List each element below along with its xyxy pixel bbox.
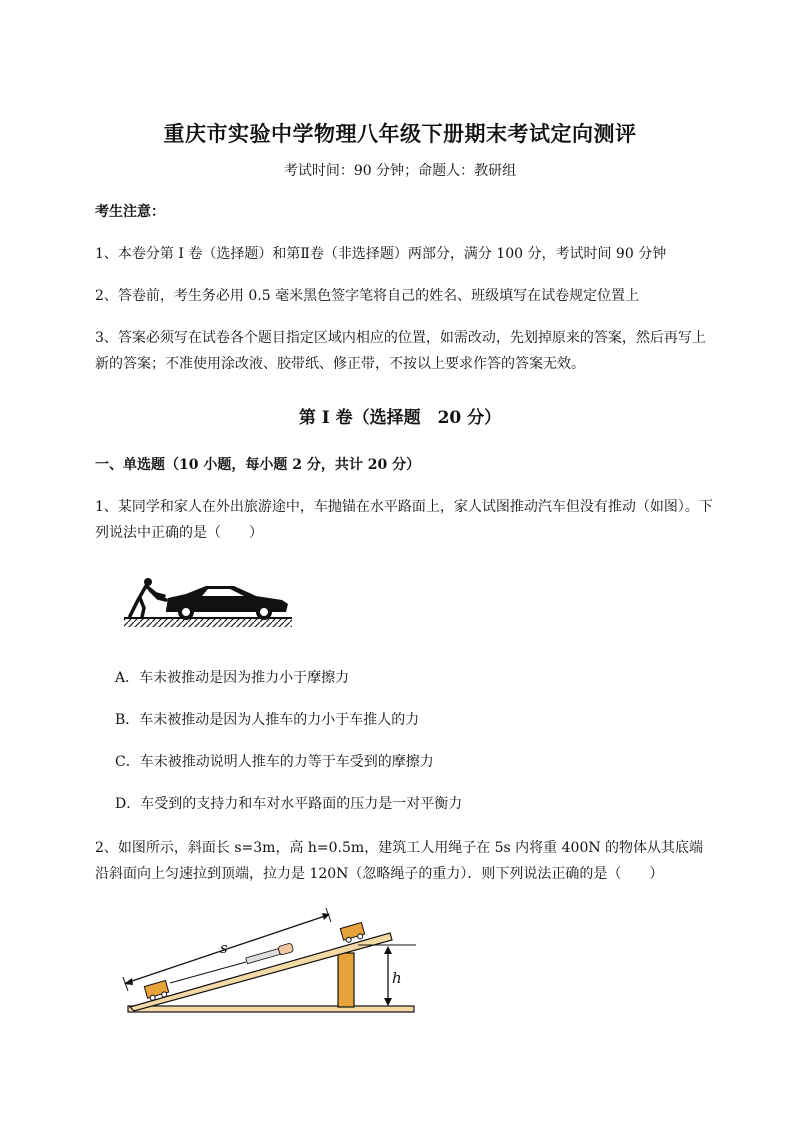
part-heading: 一、单选题（10 小题，每小题 2 分，共计 20 分） bbox=[95, 457, 421, 473]
notice-heading: 考生注意： bbox=[95, 204, 165, 220]
label-s: s bbox=[220, 939, 228, 957]
notice-item-2: 2、答卷前，考生务必用 0.5 毫米黑色签字笔将自己的姓名、班级填写在试卷规定位置上 bbox=[95, 288, 640, 304]
incline-figure bbox=[120, 905, 420, 1017]
exam-title: 重庆市实验中学物理八年级下册期末考试定向测评 bbox=[163, 121, 637, 146]
push-car-figure bbox=[122, 574, 294, 630]
label-h: h bbox=[392, 969, 402, 987]
question-2-stem: 2、如图所示，斜面长 s=3m，高 h=0.5m，建筑工人用绳子在 5s 内将重 400N 的物体从其底端沿斜面向上匀速拉到顶端，拉力是 120N（忽略绳子的重力）．则下列说法正确的是（ ） bbox=[95, 840, 704, 882]
q1-option-b: B．车未被推动是因为人推车的力小于车推人的力 bbox=[115, 712, 420, 728]
q1-option-d: D．车受到的支持力和车对水平路面的压力是一对平衡力 bbox=[115, 796, 463, 812]
exam-subtitle: 考试时间：90 分钟；命题人：教研组 bbox=[283, 163, 517, 179]
q1-option-c: C．车未被推动说明人推车的力等于车受到的摩擦力 bbox=[115, 754, 434, 770]
notice-item-3: 3、答案必须写在试卷各个题目指定区域内相应的位置，如需改动，先划掉原来的答案，然后再写上新的答案；不准使用涂改液、胶带纸、修正带，不按以上要求作答的答案无效。 bbox=[95, 330, 706, 372]
q1-option-a: A．车未被推动是因为推力小于摩擦力 bbox=[115, 670, 350, 686]
notice-item-1: 1、本卷分第 I 卷（选择题）和第Ⅱ卷（非选择题）两部分，满分 100 分，考试时间 90 分钟 bbox=[95, 246, 667, 262]
question-1-stem: 1、某同学和家人在外出旅游途中，车抛锚在水平路面上，家人试图推动汽车但没有推动（如图）。下列说法中正确的是（ ） bbox=[95, 499, 713, 541]
section-title: 第 I 卷（选择题 20 分） bbox=[298, 408, 502, 428]
